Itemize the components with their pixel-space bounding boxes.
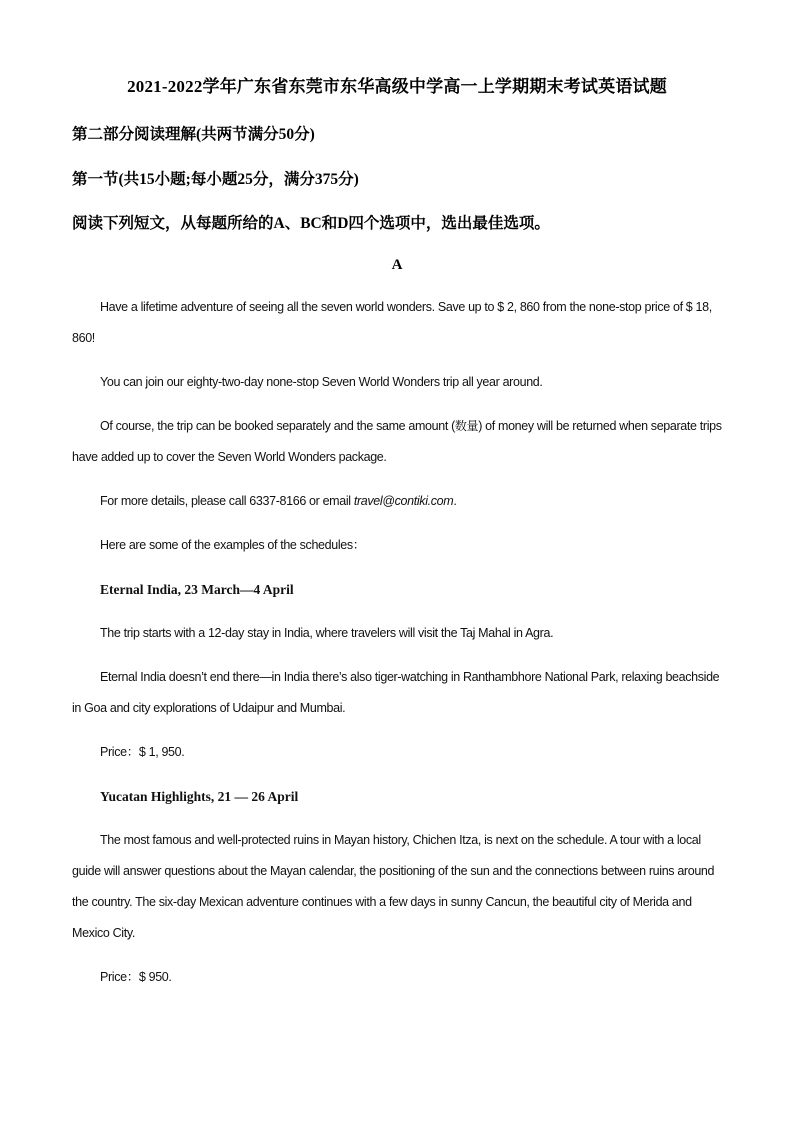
- document-title: 2021-2022学年广东省东莞市东华高级中学高一上学期期末考试英语试题: [127, 77, 667, 96]
- india-price: Price：$ 1, 950.: [100, 745, 185, 759]
- india-schedule-title: Eternal India, 23 March—4 April: [100, 582, 294, 597]
- paragraph-schedules-intro: Here are some of the examples of the schedules：: [100, 538, 365, 552]
- yucatan-price: Price：$ 950.: [100, 970, 172, 984]
- paragraph-intro: Have a lifetime adventure of seeing all the seven world wonders. Save up to $ 2, 860 from the none-stop price of $ 18, 860!: [72, 300, 712, 345]
- paragraph-join: You can join our eighty-two-day none-stop Seven World Wonders trip all year around.: [100, 375, 543, 389]
- booking-text-cn: 数量: [454, 419, 479, 433]
- passage-body: [72, 292, 724, 993]
- passage-letter: A: [391, 257, 403, 273]
- instruction-heading: 阅读下列短文，从每题所给的A、BC和D四个选项中，选出最佳选项。: [72, 215, 550, 232]
- paragraph-contact: [72, 486, 724, 517]
- contact-text-a: For more details, please call 6337-8166 or email: [100, 494, 354, 508]
- section-heading: 第一节(共15小题;每小题25分，满分375分): [72, 171, 359, 188]
- yucatan-schedule-title: Yucatan Highlights, 21 — 26 April: [100, 789, 299, 804]
- booking-text-a: Of course, the trip can be booked separately and the same amount (: [100, 419, 455, 433]
- booking-text-b: ) of money will be returned when separate trips have added up to cover the Seven World Wonders package.: [72, 419, 722, 464]
- yucatan-paragraph-1: The most famous and well-protected ruins in Mayan history, Chichen Itza, is next on the schedule. A tour with a local guide will answer questions about the Mayan calendar, the positioning of the sun and the connections between ruins around the country. The six-day Mexican adventure continues with a few days in sunny Cancun, the beautiful city of Merida and Mexico City.: [72, 833, 715, 940]
- paragraph-booking: [72, 411, 724, 473]
- part-heading: 第二部分阅读理解(共两节满分50分): [72, 126, 315, 143]
- contact-email: travel@contiki.com: [353, 494, 454, 508]
- contact-text-b: .: [453, 494, 457, 508]
- india-paragraph-2: Eternal India doesn’t end there—in India there’s also tiger-watching in Ranthambhore National Park, relaxing beachside in Goa and city explorations of Udaipur and Mumbai.: [72, 670, 720, 715]
- india-paragraph-1: The trip starts with a 12-day stay in India, where travelers will visit the Taj Mahal in Agra.: [100, 626, 554, 640]
